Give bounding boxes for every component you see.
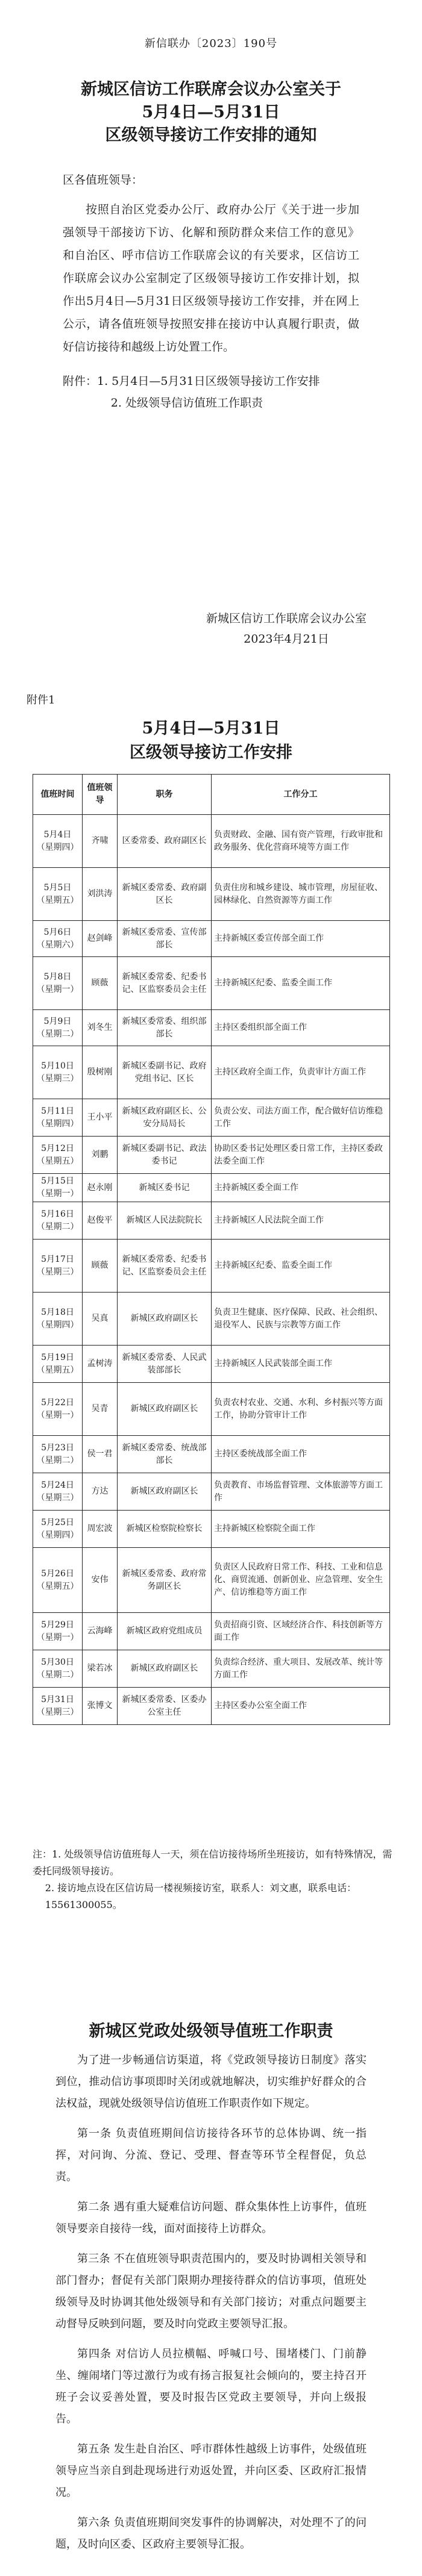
duty-paragraph: 为了进一步畅通信访渠道，将《党政领导接访日制度》落实到位，推动信访事项即时关闭或就地解决，切实维护好群众的合法权益，现就处级领导信访值班工作职责作如下规定。 [55,2054,367,2110]
duty-paragraph: 第二条 遇有重大疑难信访问题、群众集体性上访事件，值班领导要亲自接待一线，面对面接待上访群众。 [55,2201,367,2235]
date-text: 5月29日 [41,1620,74,1630]
duties-title: 新城区党政处级领导值班工作职责 [89,2022,333,2041]
attachment-list [63,370,359,414]
leader-cell: 王小平 [83,1099,118,1137]
position-cell: 新城区政府副区长 [118,1473,212,1511]
weekday-text: （星期二） [36,1221,79,1232]
table-row [33,868,390,921]
date-cell [33,1436,83,1473]
leader-cell: 赵永刚 [83,1174,118,1202]
date-text: 5月23日 [41,1442,74,1453]
position-cell: 新城区委常委、纪委书记、区监察委员会主任 [118,1240,212,1293]
weekday-text: （星期三） [36,1073,79,1084]
date-cell [33,1346,83,1383]
date-text: 5月15日 [41,1176,74,1186]
table-row [33,1137,390,1174]
date-text: 5月6日 [43,927,72,937]
duty-cell: 主持新城区纪委、监委全面工作 [212,957,390,1010]
notice-title-line: 新城区信访工作联席会议办公室关于 [81,80,341,99]
date-cell [33,1613,83,1650]
note-item: 2. 接访地点设在区信访局一楼视频接访室，联系人：刘文惠，联系电话：15561300055。 [45,1882,357,1910]
table-row [33,1548,390,1613]
date-text: 5月31日 [41,1694,74,1704]
table-row [33,957,390,1010]
leader-cell: 安伟 [83,1548,118,1613]
table-row [33,1613,390,1650]
weekday-text: （星期二） [36,1455,79,1465]
duty-paragraph: 第四条 对信访人员拉横幅、呼喊口号、围堵楼门、门前静坐、缠闹堵门等过激行为或有扬言报复社会倾向的，要主持召开班子会议妥善处置，要及时报告区党政主要领导，并向上级报告。 [55,2348,367,2425]
position-cell: 新城区政府副区长 [118,1293,212,1346]
weekday-text: （星期五） [36,895,79,905]
leader-cell: 殷树刚 [83,1046,118,1099]
leader-cell: 刘鹏 [83,1137,118,1174]
position-cell: 新城区委副书记、政府党组书记、区长 [118,1046,212,1099]
position-cell: 区委常委、政府副区长 [118,815,212,868]
leader-cell: 刘洪涛 [83,868,118,921]
leader-cell: 方达 [83,1473,118,1511]
leader-cell: 齐啸 [83,815,118,868]
date-text: 5月5日 [43,882,72,893]
header-duty: 工作分工 [212,775,390,815]
date-cell [33,1650,83,1688]
table-row [33,1383,390,1436]
weekday-text: （星期四） [36,1320,79,1330]
duty-cell: 主持新城区纪委、监委全面工作 [212,1240,390,1293]
salutation: 区各值班领导： [63,173,143,187]
notice-page [0,0,422,675]
date-text: 5月11日 [41,1106,74,1116]
leader-cell: 赵剑峰 [83,921,118,957]
position-cell: 新城区委常委、政府副区长 [118,868,212,921]
weekday-text: （星期三） [36,1492,79,1503]
position-cell: 新城区委常委、统战部部长 [118,1436,212,1473]
leader-cell: 顾薇 [83,957,118,1010]
date-cell [33,957,83,1010]
position-cell: 新城区人民法院院长 [118,1202,212,1240]
table-row [33,1174,390,1202]
position-cell: 新城区委常委、宣传部部长 [118,921,212,957]
date-text: 5月16日 [41,1209,74,1219]
attachment-item: 附件：1. 5月4日—5月31日区级领导接访工作安排 [63,375,320,388]
weekday-text: （星期一） [36,1410,79,1420]
schedule-title [0,717,422,765]
table-row [33,1046,390,1099]
duty-cell: 主持新城区检察院全面工作 [212,1511,390,1548]
doc-number: 新信联办〔2023〕190号 [144,37,278,50]
date-text: 5月26日 [41,1568,74,1579]
date-cell [33,1548,83,1613]
date-cell [33,1473,83,1511]
duty-cell: 主持区委统战部全面工作 [212,1436,390,1473]
weekday-text: （星期五） [36,1581,79,1591]
table-row [33,1473,390,1511]
duty-cell: 负责教育、市场监督管理、文体旅游等方面工作 [212,1473,390,1511]
position-cell: 新城区政府副区长 [118,1650,212,1688]
table-row [33,1010,390,1046]
date-text: 5月19日 [41,1352,74,1362]
notice-title [0,78,422,147]
duty-cell: 负责综合经济、重大项目、发展改革、统计等方面工作 [212,1650,390,1688]
duty-cell: 主持区委组织部全面工作 [212,1010,390,1046]
position-cell: 新城区委常委、纪委书记、区监察委员会主任 [118,957,212,1010]
schedule-body [33,815,390,1725]
date-text: 5月8日 [43,971,72,982]
date-cell [33,1046,83,1099]
schedule-notes [33,1846,394,1913]
position-cell: 新城区委副书记、政法委书记 [118,1137,212,1174]
table-row [33,921,390,957]
weekday-text: （星期一） [36,1189,79,1199]
table-row [33,1099,390,1137]
weekday-text: （星期一） [36,984,79,994]
leader-cell: 吴青 [83,1383,118,1436]
table-row [33,1240,390,1293]
date-cell [33,1010,83,1046]
schedule-page [0,675,422,1988]
duty-cell: 负责财政、金融、国有资产管理，行政审批和政务服务、优化营商环境等方面工作 [212,815,390,868]
date-cell [33,815,83,868]
duty-cell: 协助区委书记处理区委日常工作，主持区委政法委全面工作 [212,1137,390,1174]
signature-date: 2023年4月21日 [244,632,329,646]
signature-block [206,608,367,649]
duty-cell: 负责区人民政府日常工作、科技、工业和信息化、商贸流通、创新创业、应急管理、安全生产、信访维稳等方面工作 [212,1548,390,1613]
leader-cell: 赵俊平 [83,1202,118,1240]
date-cell [33,1099,83,1137]
date-cell [33,1511,83,1548]
leader-cell: 侯一君 [83,1436,118,1473]
notice-title-line: 区级领导接访工作安排的通知 [105,126,317,145]
position-cell: 新城区委常委、政府常务副区长 [118,1548,212,1613]
duty-cell: 主持区委办公室全面工作 [212,1688,390,1725]
position-cell: 新城区委书记 [118,1174,212,1202]
signature-org: 新城区信访工作联席会议办公室 [206,612,367,625]
annex-label: 附件1 [27,694,55,706]
date-text: 5月4日 [43,829,72,840]
leader-cell: 孟树涛 [83,1346,118,1383]
weekday-text: （星期一） [36,1632,79,1642]
position-cell: 新城区政府党组成员 [118,1613,212,1650]
leader-cell: 刘冬生 [83,1010,118,1046]
position-cell: 新城区委常委、区委办公室主任 [118,1688,212,1725]
duty-cell: 负责卫生健康、医疗保障、民政、社会组织、退役军人、民族与宗教等方面工作 [212,1293,390,1346]
duties-body [0,2050,422,2556]
duty-cell: 负责公安、司法方面工作，配合做好信访维稳工作 [212,1099,390,1137]
table-row [33,1436,390,1473]
schedule-title-line: 5月4日—5月31日 [142,719,280,738]
weekday-text: （星期五） [36,1365,79,1375]
leader-cell: 顾薇 [83,1240,118,1293]
weekday-text: （星期二） [36,1029,79,1039]
date-text: 5月24日 [41,1480,74,1490]
header-date: 值班时间 [33,775,83,815]
table-row [33,1650,390,1688]
weekday-text: （星期二） [36,1670,79,1680]
date-cell [33,921,83,957]
duty-cell: 负责住房和城乡建设、城市管理，房屋征收、园林绿化、自然资源等方面工作 [212,868,390,921]
duty-cell: 主持区政府全面工作，负责审计方面工作 [212,1046,390,1099]
position-cell: 新城区政府副区长、公安分局局长 [118,1099,212,1137]
date-cell [33,1688,83,1725]
duty-cell: 主持新城区委全面工作 [212,1174,390,1202]
table-row [33,1293,390,1346]
position-cell: 新城区委常委、组织部部长 [118,1010,212,1046]
leader-cell: 云海峰 [83,1613,118,1650]
duty-cell: 主持新城区人民法院全面工作 [212,1202,390,1240]
date-text: 5月30日 [41,1657,74,1667]
leader-cell: 吴真 [83,1293,118,1346]
date-text: 5月22日 [41,1397,74,1408]
position-cell: 新城区政府副区长 [118,1383,212,1436]
table-row [33,1202,390,1240]
schedule-title-line: 区级领导接访工作安排 [130,743,292,762]
duty-paragraph: 第六条 负责值班期间突发事件的协调解决，对处理不了的问题，及时向区委、区政府主要领导汇报。 [55,2516,367,2551]
duty-cell: 负责农村农业、交通、水利、乡村振兴等方面工作，协助分管审计工作 [212,1383,390,1436]
weekday-text: （星期六） [36,940,79,950]
weekday-text: （星期三） [36,1707,79,1717]
duties-page [0,1988,422,2576]
notice-body: 按照自治区党委办公厅、政府办公厅《关于进一步加强领导干部接访下访、化解和预防群众来信工作的意见》和自治区、呼市信访工作联席会议的有关要求，区信访工作联席会议办公室制定了区级领导接访工作安排计划，拟作出5月4日—5月31日区级领导接访工作安排，并在网上公示，请各值班领导按照安排在接访中认真履行职责，做好信访接待和越级上访处置工作。 [63,203,359,354]
attachment-item: 2. 处级领导信访值班工作职责 [110,396,263,410]
table-row [33,1346,390,1383]
date-cell [33,1383,83,1436]
leader-cell: 梁若冰 [83,1650,118,1688]
date-text: 5月25日 [41,1517,74,1527]
duty-paragraph: 第一条 负责值班期间信访接待各环节的总体协调、统一指挥，对问询、分流、登记、受理、督查等环节全程督促，负总责。 [55,2127,367,2183]
note-item: 注：1. 处级领导信访值班每人一天，须在信访接待场所坐班接访，如有特殊情况，需委托同级领导接访。 [33,1848,392,1877]
header-position: 职务 [118,775,212,815]
date-cell [33,1174,83,1202]
duty-cell: 主持新城区委宣传部全面工作 [212,921,390,957]
date-cell [33,868,83,921]
weekday-text: （星期五） [36,1156,79,1166]
leader-cell: 周宏波 [83,1511,118,1548]
position-cell: 新城区委常委、人民武装部部长 [118,1346,212,1383]
date-cell [33,1293,83,1346]
position-cell: 新城区检察院检察长 [118,1511,212,1548]
duty-paragraph: 第三条 不在值班领导职责范围内的，要及时协调相关领导和部门督办；督促有关部门限期办理接待群众的信访事项，值班处级领导及时协调其他处级领导和有关部门接访；对重点问题要主动督导反映到问题，要及时向党政主要领导汇报。 [55,2253,367,2330]
weekday-text: （星期四） [36,1530,79,1540]
date-cell [33,1240,83,1293]
date-text: 5月12日 [41,1143,74,1153]
notice-title-line: 5月4日—5月31日 [142,103,280,122]
duty-paragraph: 第五条 发生赴自治区、呼市群体性越级上访事件，处级值班领导应当亲自到赴现场进行劝返处置，并向区委、区政府汇报情况。 [55,2443,367,2499]
date-text: 5月9日 [43,1016,72,1026]
duty-cell: 主持新城区人民武装部全面工作 [212,1346,390,1383]
date-text: 5月17日 [41,1254,74,1264]
leader-cell: 张博文 [83,1688,118,1725]
table-header-row [33,775,390,815]
table-row [33,1688,390,1725]
date-cell [33,1137,83,1174]
weekday-text: （星期三） [36,1267,79,1277]
table-row [33,1511,390,1548]
date-text: 5月10日 [41,1061,74,1071]
date-cell [33,1202,83,1240]
header-leader: 值班领导 [83,775,118,815]
duty-cell: 负责招商引资、区域经济合作、科技创新等方面工作 [212,1613,390,1650]
date-text: 5月18日 [41,1307,74,1317]
weekday-text: （星期四） [36,1118,79,1129]
table-row [33,815,390,868]
schedule-table [33,774,390,1725]
weekday-text: （星期四） [36,842,79,852]
